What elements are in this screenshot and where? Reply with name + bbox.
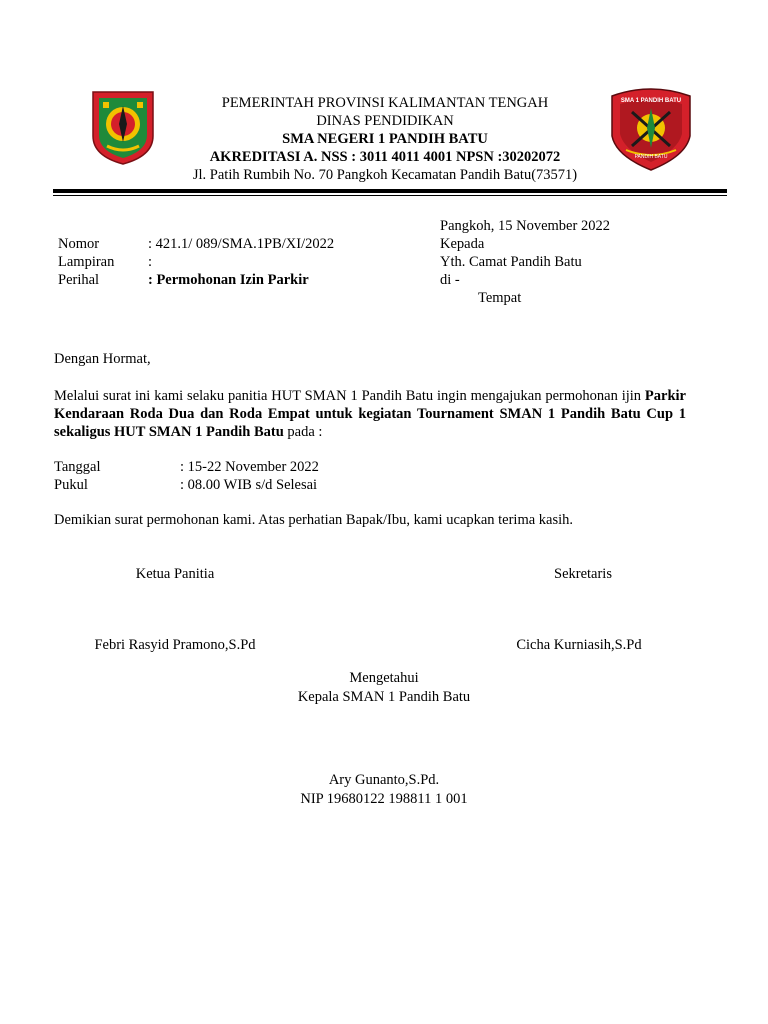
school-logo-top-text: SMA 1 PANDIH BATU [620,98,682,104]
recipient-kepada: Kepada [440,236,485,252]
body-intro: Melalui surat ini kami selaku panitia HUT SMAN 1 Pandih Batu ingin mengajukan permohonan ijin [54,388,642,404]
letterhead-school-name: SMA NEGERI 1 PANDIH BATU [282,131,488,147]
letterhead-address: Jl. Patih Rumbih No. 70 Pangkoh Kecamatan Pandih Batu(73571) [192,167,578,183]
school-logo [606,86,696,172]
headmaster-title: Kepala SMAN 1 Pandih Batu [297,689,471,705]
school-logo-bottom-text: PANDIH BATU [634,154,668,160]
letter-date: Pangkoh, 15 November 2022 [440,218,610,234]
tanggal-label: Tanggal [54,459,101,475]
letterhead-accreditation: AKREDITASI A. NSS : 3011 4011 4001 NPSN :30202072 [209,149,561,165]
headmaster-name: Ary Gunanto,S.Pd. [328,772,440,788]
recipient-di: di - [440,272,460,288]
pukul-value: : 08.00 WIB s/d Selesai [180,477,318,493]
letterhead-department: DINAS PENDIDIKAN [316,113,454,129]
acknowledged-label: Mengetahui [349,670,419,686]
recipient-name: Yth. Camat Pandih Batu [440,254,582,270]
tanggal-value: : 15-22 November 2022 [180,459,319,475]
perihal-value: : Permohonan Izin Parkir [148,272,309,288]
secretary-name: Cicha Kurniasih,S.Pd [516,637,642,653]
closing-paragraph: Demikian surat permohonan kami. Atas perhatian Bapak/Ibu, kami ucapkan terima kasih. [54,512,574,528]
perihal-label: Perihal [58,272,100,288]
letterhead-rule [53,189,727,193]
body-subject: Parkir Kendaraan Roda Dua dan Roda Empat untuk kegiatan Tournament SMAN 1 Pandih Batu Cup 1 sekaligus HUT SMAN 1 Pandih Batu [54,388,686,440]
letterhead-rule-thin [53,195,727,196]
recipient-tempat: Tempat [478,290,522,306]
greeting: Dengan Hormat, [54,351,151,367]
letterhead [150,94,620,184]
letterhead-government: PEMERINTAH PROVINSI KALIMANTAN TENGAH [221,95,549,111]
body-paragraph [54,387,686,441]
lampiran-value: : [148,254,153,270]
nomor-label: Nomor [58,236,100,252]
body-intro-end: pada : [287,424,323,440]
province-crest-logo [89,90,157,166]
secretary-title: Sekretaris [554,566,612,582]
nomor-value: : 421.1/ 089/SMA.1PB/XI/2022 [148,236,335,252]
chair-name: Febri Rasyid Pramono,S.Pd [94,637,256,653]
pukul-label: Pukul [54,477,88,493]
chair-title: Ketua Panitia [135,566,215,582]
lampiran-label: Lampiran [58,254,115,270]
headmaster-nip: NIP 19680122 198811 1 001 [300,791,468,807]
